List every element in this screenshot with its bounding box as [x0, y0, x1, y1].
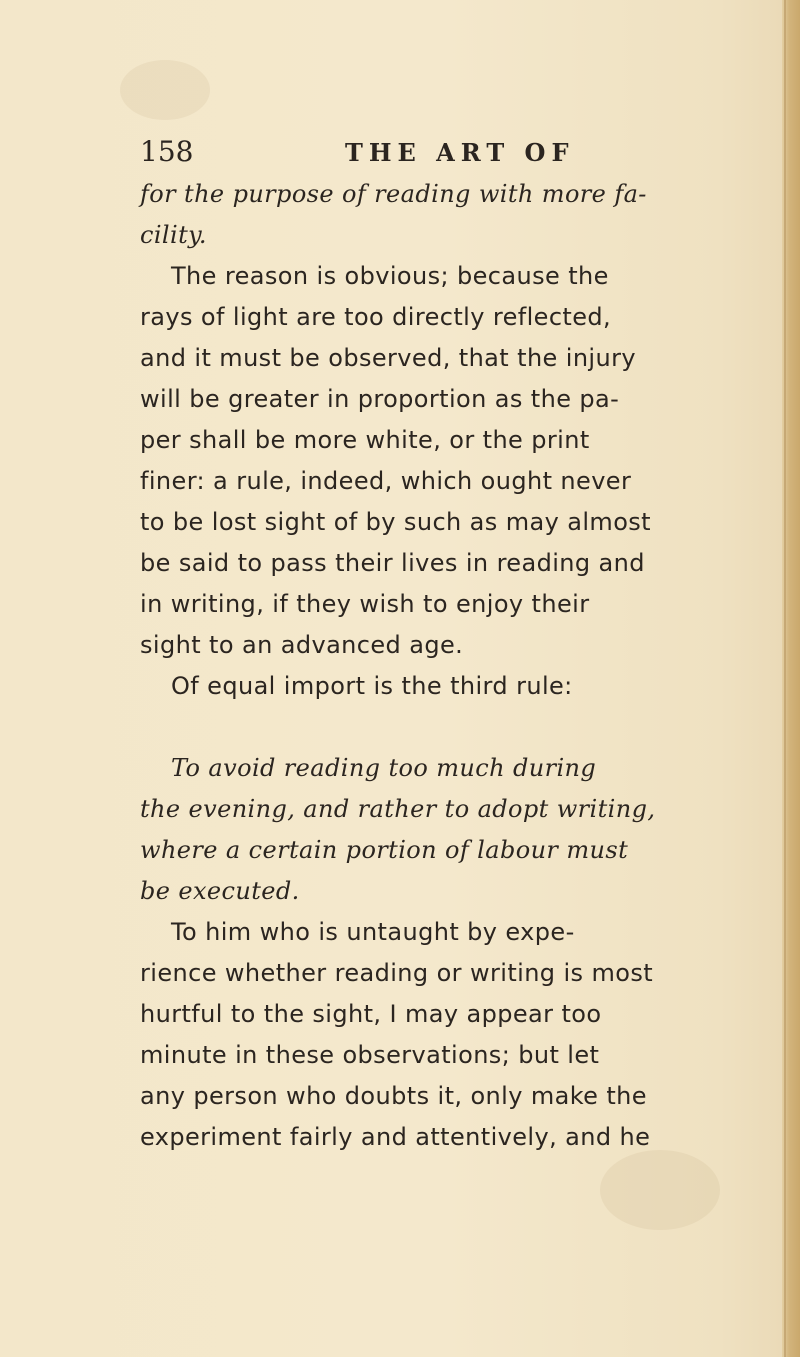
text-line: any person who doubts it, only make the: [140, 1082, 647, 1110]
text-line: the evening, and rather to adopt writing,: [140, 795, 656, 823]
text-line: be said to pass their lives in reading and: [140, 549, 645, 577]
text-line: experiment fairly and attentively, and he: [140, 1123, 651, 1151]
text-line: for the purpose of reading with more fa-: [140, 180, 647, 208]
page-spine-line: [784, 0, 786, 1357]
text-line: To avoid reading too much during: [171, 754, 597, 782]
text-line: finer: a rule, indeed, which ought never: [140, 467, 632, 495]
running-head: [140, 135, 740, 175]
paragraph-gap: [140, 707, 740, 748]
text-line: sight to an advanced age.: [140, 631, 464, 659]
text-line: will be greater in proportion as the pa-: [140, 385, 620, 413]
paper-stain: [600, 1150, 720, 1230]
page-number: 158: [140, 135, 194, 168]
text-line: The reason is obvious; because the: [171, 262, 609, 290]
text-line: per shall be more white, or the print: [140, 426, 590, 454]
text-line: To him who is untaught by expe-: [171, 918, 575, 946]
text-line: hurtful to the sight, I may appear too: [140, 1000, 602, 1028]
body-text: [140, 174, 740, 1158]
text-line: where a certain portion of labour must: [140, 836, 629, 864]
text-line: Of equal import is the third rule:: [171, 672, 573, 700]
text-line: rience whether reading or writing is most: [140, 959, 654, 987]
text-line: to be lost sight of by such as may almost: [140, 508, 651, 536]
text-line: in writing, if they wish to enjoy their: [140, 590, 590, 618]
text-line: rays of light are too directly reflected,: [140, 303, 612, 331]
text-line: minute in these observations; but let: [140, 1041, 600, 1069]
paper-stain: [120, 60, 210, 120]
text-line: be executed.: [140, 877, 300, 905]
running-head-title: THE ART OF: [345, 138, 575, 167]
text-line: and it must be observed, that the injury: [140, 344, 636, 372]
text-line: cility.: [140, 221, 207, 249]
